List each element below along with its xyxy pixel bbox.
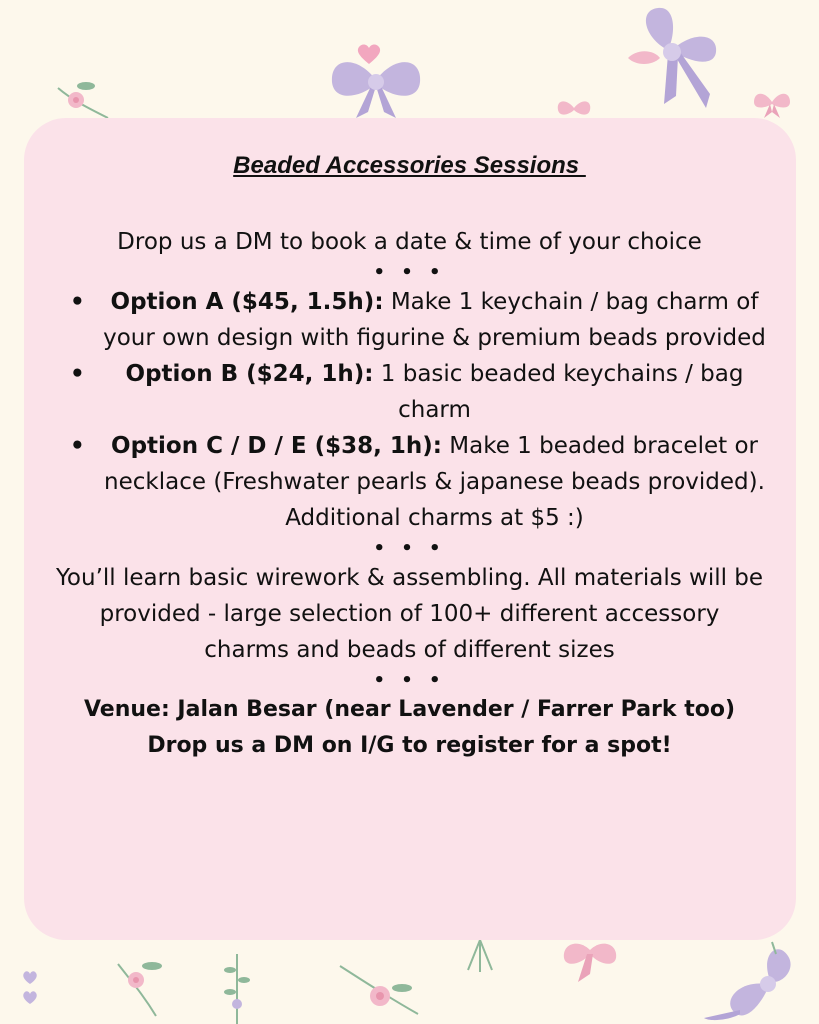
session-info (0, 150, 819, 764)
bow-icon (624, 4, 720, 114)
option-label: Option C / D / E ($38, 1h): (111, 433, 442, 459)
flower-sprig-icon (336, 960, 422, 1020)
list-item (0, 284, 819, 356)
flower-sprig-icon (222, 950, 252, 1024)
register-text: Drop us a DM on I/G to register for a spot! (147, 733, 672, 758)
option-text: 1 basic beaded keychains / bag charm (373, 361, 744, 423)
bow-icon (560, 940, 620, 984)
option-label: Option A ($45, 1.5h): (110, 289, 384, 315)
flower-sprig-icon (52, 78, 112, 120)
heart-icon (22, 970, 38, 1024)
flower-sprig-icon (112, 956, 168, 1020)
bow-icon (554, 96, 594, 120)
separator: • • • (373, 262, 446, 283)
option-label: Option B ($24, 1h): (125, 361, 374, 387)
list-item (0, 428, 819, 536)
page-title: Beaded Accessories Sessions (233, 152, 586, 179)
bow-icon (700, 940, 796, 1024)
bow-icon (752, 88, 792, 120)
bullet: • (70, 433, 85, 459)
bullet: • (70, 361, 85, 387)
options-list (0, 284, 819, 536)
flower-sprig-icon (460, 940, 500, 974)
list-item (0, 356, 819, 428)
learn-description: You’ll learn basic wirework & assembling. All materials will be provided - large selection of 100+ different accessory charms and beads of different sizes (55, 565, 764, 663)
separator: • • • (373, 670, 446, 691)
bullet: • (70, 289, 85, 315)
venue-text: Venue: Jalan Besar (near Lavender / Farrer Park too) (83, 697, 735, 722)
separator: • • • (373, 538, 446, 559)
option-text: Make 1 beaded bracelet or necklace (Freshwater pearls & japanese beads provided). Additional charms at $5 :) (104, 433, 765, 531)
booking-intro: Drop us a DM to book a date & time of your choice (117, 229, 702, 255)
option-text: Make 1 keychain / bag charm of your own design with figurine & premium beads provided (103, 289, 766, 351)
heart-icon (356, 42, 382, 66)
